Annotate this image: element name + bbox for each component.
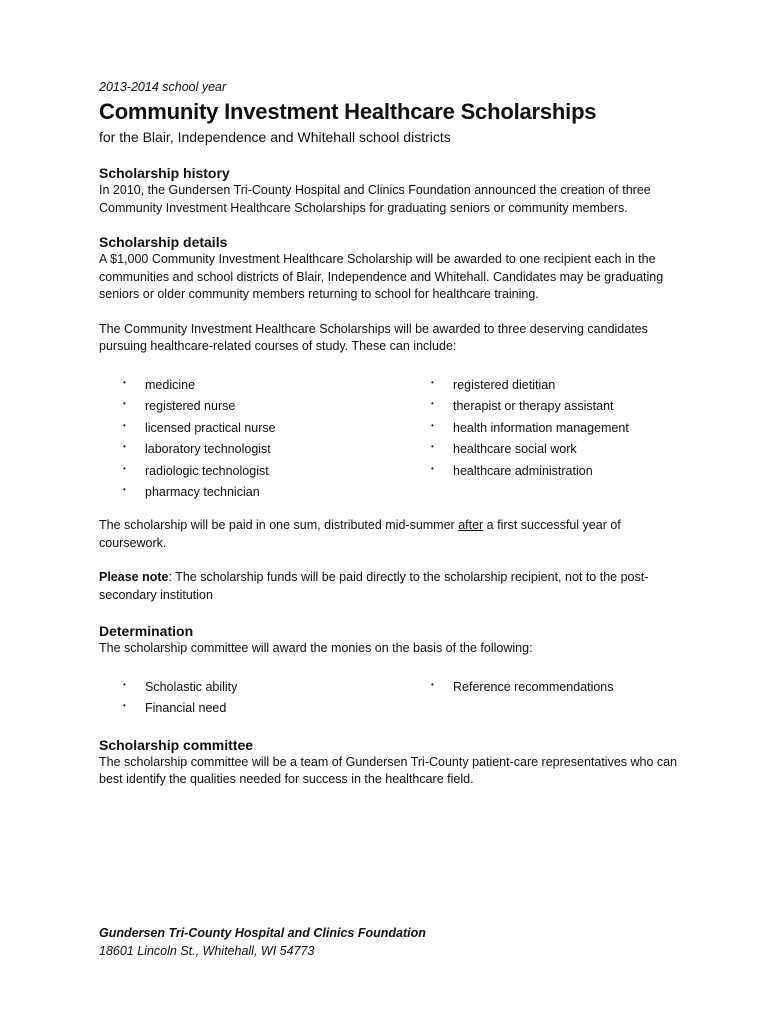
section-details bbox=[99, 233, 679, 604]
details-body-1: A $1,000 Community Investment Healthcare Scholarship will be awarded to one recipient each in the communities and school districts of Blair, Independence and Whitehall. Candidates may be graduating seniors or older community members returning to school for healthcare training. bbox=[99, 252, 664, 301]
payment-text-end: a first successful year of coursework. bbox=[99, 518, 621, 550]
courses-right-column bbox=[407, 375, 629, 505]
footer bbox=[99, 925, 679, 960]
list-item: • healthcare administration bbox=[407, 461, 629, 483]
courses-list bbox=[99, 375, 679, 505]
list-item: • laboratory technologist bbox=[99, 439, 407, 461]
list-item: • registered nurse bbox=[99, 396, 407, 418]
committee-body: The scholarship committee will be a team of Gundersen Tri-County patient-care representatives who can best identify the qualities needed for success in the healthcare field. bbox=[99, 754, 678, 787]
note-paragraph bbox=[99, 569, 679, 604]
document-title: Community Investment Healthcare Scholarships bbox=[99, 99, 597, 124]
list-item: • licensed practical nurse bbox=[99, 418, 407, 440]
list-item: • therapist or therapy assistant bbox=[407, 396, 629, 418]
list-item: • pharmacy technician bbox=[99, 482, 407, 504]
note-text: : The scholarship funds will be paid directly to the scholarship recipient, not to the post-secondary institution bbox=[99, 570, 649, 602]
courses-left-column bbox=[99, 375, 407, 505]
committee-heading: Scholarship committee bbox=[99, 736, 254, 753]
list-item: • Reference recommendations bbox=[407, 677, 614, 699]
list-item: • medicine bbox=[99, 375, 407, 397]
payment-text-underlined: after bbox=[458, 518, 484, 533]
list-item: • radiologic technologist bbox=[99, 461, 407, 483]
section-committee bbox=[99, 736, 679, 789]
criteria-left-column bbox=[99, 677, 407, 720]
list-item: • registered dietitian bbox=[407, 375, 629, 397]
foundation-name: Gundersen Tri-County Hospital and Clinics Foundation bbox=[99, 926, 426, 940]
details-heading: Scholarship details bbox=[99, 234, 228, 250]
document-content bbox=[99, 79, 679, 789]
history-heading: Scholarship history bbox=[99, 165, 230, 181]
note-label: Please note bbox=[99, 570, 169, 585]
criteria-list bbox=[99, 677, 679, 720]
list-item: • health information management bbox=[407, 418, 629, 440]
details-body-2: The Community Investment Healthcare Scholarships will be awarded to three deserving candidates pursuing healthcare-related courses of study. These can include: bbox=[99, 321, 648, 353]
list-item: • Financial need bbox=[99, 698, 407, 720]
history-body: In 2010, the Gundersen Tri-County Hospital and Clinics Foundation announced the creation of three Community Investment Healthcare Scholarships for graduating seniors or community members. bbox=[99, 183, 651, 215]
determination-heading: Determination bbox=[99, 623, 194, 640]
foundation-address: 18601 Lincoln St., Whitehall, WI 54773 bbox=[99, 943, 315, 958]
payment-paragraph bbox=[99, 517, 679, 552]
determination-body: The scholarship committee will award the monies on the basis of the following: bbox=[99, 641, 533, 656]
section-history bbox=[99, 164, 679, 217]
payment-text-start: The scholarship will be paid in one sum, distributed mid-summer bbox=[99, 518, 459, 533]
criteria-right-column bbox=[407, 677, 614, 720]
document-subtitle: for the Blair, Independence and Whitehall school districts bbox=[99, 129, 451, 145]
school-year: 2013-2014 school year bbox=[99, 80, 227, 94]
list-item: • healthcare social work bbox=[407, 439, 629, 461]
section-determination bbox=[99, 622, 679, 720]
list-item: • Scholastic ability bbox=[99, 677, 407, 699]
